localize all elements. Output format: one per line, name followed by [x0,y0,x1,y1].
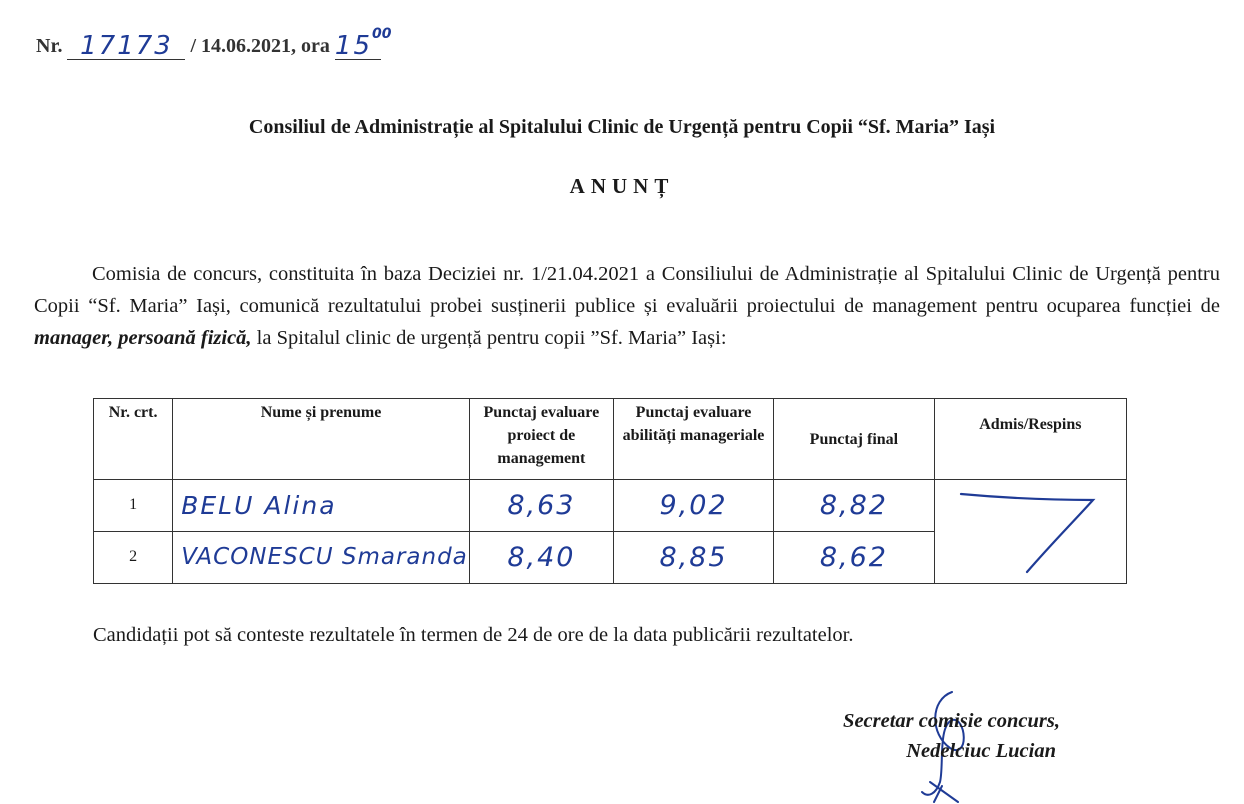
row-proiect: 8,40 [507,541,576,573]
admis-strike-cell [934,480,1126,584]
signature-name: Nedelciuc Lucian [906,740,1056,762]
nr-label: Nr. [36,35,63,57]
contestation-note: Candidații pot să conteste rezultatele în termen de 24 de ore de la data publicării rezultatelor. [93,624,854,646]
nr-value: 17173 [80,31,173,61]
table-header-row [94,399,1127,480]
header-name: Nume și prenume [173,399,470,480]
ora-field [334,26,392,61]
signature-role: Secretar comisie concurs, [843,710,1060,732]
row-final: 8,82 [819,489,888,521]
header-nr: Nr. crt. [94,399,173,480]
row-nr: 2 [94,532,173,584]
row-abilitati-cell [613,532,773,584]
signature-block [843,706,1060,766]
row-abilitati: 9,02 [659,489,728,521]
row-name: VACONESCU Smaranda [181,544,468,570]
nr-field [67,29,185,60]
ora-minutes: 00 [372,26,392,42]
paragraph-part2: la Spitalul clinic de urgență pentru copii ”Sf. Maria” Iași: [251,327,727,349]
announcement-paragraph [34,258,1220,354]
row-proiect-cell [469,480,613,532]
document-title: Consiliul de Administrație al Spitalului Clinic de Urgență pentru Copii “Sf. Maria” Iași [248,116,996,138]
header-final: Punctaj final [774,399,935,480]
date-text: / 14.06.2021, ora [190,35,330,57]
announcement-heading: ANUNȚ [569,174,675,198]
results-table [93,398,1127,584]
row-proiect: 8,63 [507,489,576,521]
row-name-cell [173,480,470,532]
paragraph-part1: Comisia de concurs, constituita în baza Deciziei nr. 1/21.04.2021 a Consiliului de Administrație al Spitalului Clinic de Urgență pentru Copii “Sf. Maria” Iași, comunică rezultatului probei susținerii publice și evaluării proiectului de management pentru ocuparea funcției de [34,263,1220,317]
row-proiect-cell [469,532,613,584]
table-row [94,480,1127,532]
row-nr: 1 [94,480,173,532]
row-name-cell [173,532,470,584]
header-proiect: Punctaj evaluare proiect de management [469,399,613,480]
strike-mark [935,480,1132,588]
row-abilitati: 8,85 [659,541,728,573]
row-final: 8,62 [819,541,888,573]
row-final-cell [774,532,935,584]
row-abilitati-cell [613,480,773,532]
paragraph-emphasis: manager, persoană fizică, [34,327,252,349]
row-final-cell [774,480,935,532]
ora-value: 15 [334,31,373,61]
row-name: BELU Alina [181,490,337,520]
header-admis: Admis/Respins [934,399,1126,480]
header-abilitati: Punctaj evaluare abilități manageriale [613,399,773,480]
registration-number-line [36,26,392,61]
